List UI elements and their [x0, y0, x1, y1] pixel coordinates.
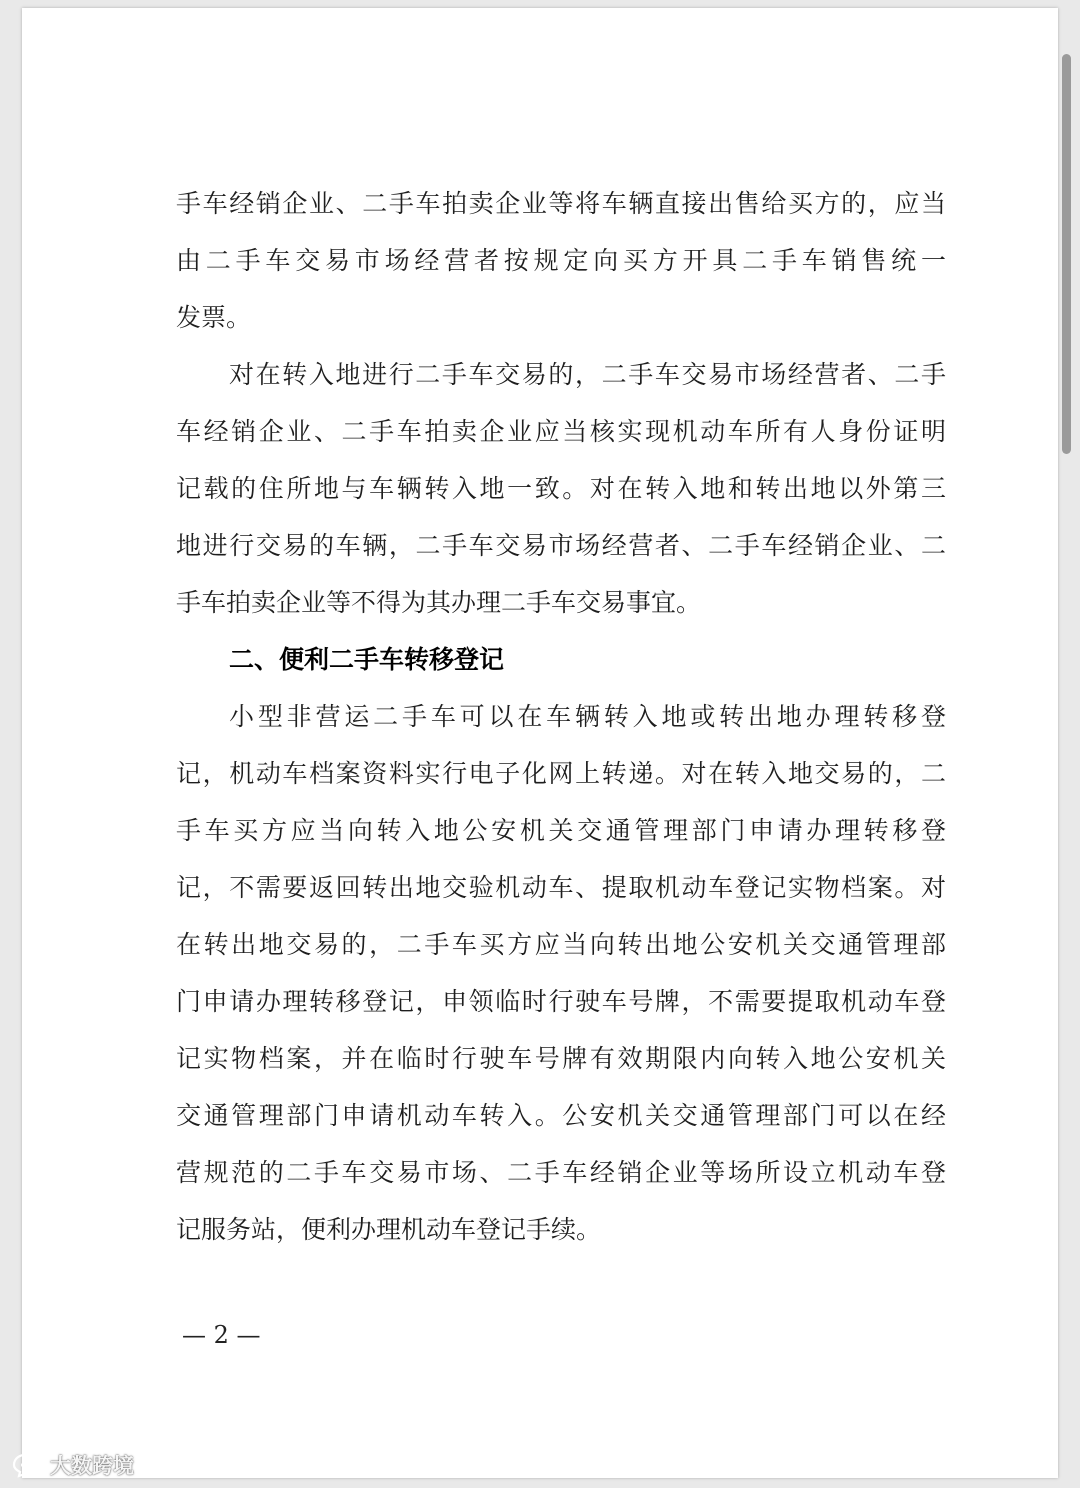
text-line: 手车经销企业、二手车拍卖企业等将车辆直接出售给买方的，应当 [176, 189, 946, 218]
text-line: 车经销企业、二手车拍卖企业应当核实现机动车所有人身份证明 [176, 417, 946, 446]
document-page [22, 8, 1058, 1478]
text-line: 发票。 [176, 303, 252, 332]
section-heading: 二、便利二手车转移登记 [229, 645, 505, 674]
text-line: 记服务站，便利办理机动车登记手续。 [176, 1215, 602, 1244]
text-line: 小型非营运二手车可以在车辆转入地或转出地办理转移登 [229, 702, 946, 731]
page-number: — 2 — [182, 1321, 261, 1349]
text-line: 对在转入地进行二手车交易的，二手车交易市场经营者、二手 [229, 360, 946, 389]
speech-bubble-logo-icon [10, 1452, 48, 1478]
text-line: 记载的住所地与车辆转入地一致。对在转入地和转出地以外第三 [176, 474, 946, 503]
text-line: 由二手车交易市场经营者按规定向买方开具二手车销售统一 [176, 246, 946, 275]
text-line: 交通管理部门申请机动车转入。公安机关交通管理部门可以在经 [176, 1101, 946, 1130]
watermark [10, 1450, 134, 1480]
text-line: 记，不需要返回转出地交验机动车、提取机动车登记实物档案。对 [176, 873, 946, 902]
text-line: 手车买方应当向转入地公安机关交通管理部门申请办理转移登 [176, 816, 946, 845]
text-line: 手车拍卖企业等不得为其办理二手车交易事宜。 [176, 588, 702, 617]
text-line: 记实物档案，并在临时行驶车号牌有效期限内向转入地公安机关 [176, 1044, 946, 1073]
text-line: 营规范的二手车交易市场、二手车经销企业等场所设立机动车登 [176, 1158, 946, 1187]
scrollbar-thumb[interactable] [1062, 54, 1071, 454]
text-line: 在转出地交易的，二手车买方应当向转出地公安机关交通管理部 [176, 930, 946, 959]
text-line: 记，机动车档案资料实行电子化网上转递。对在转入地交易的，二 [176, 759, 946, 788]
text-line: 地进行交易的车辆，二手车交易市场经营者、二手车经销企业、二 [176, 531, 946, 560]
text-line: 门申请办理转移登记，申领临时行驶车号牌，不需要提取机动车登 [176, 987, 946, 1016]
watermark-text: 大数跨境 [50, 1454, 134, 1478]
